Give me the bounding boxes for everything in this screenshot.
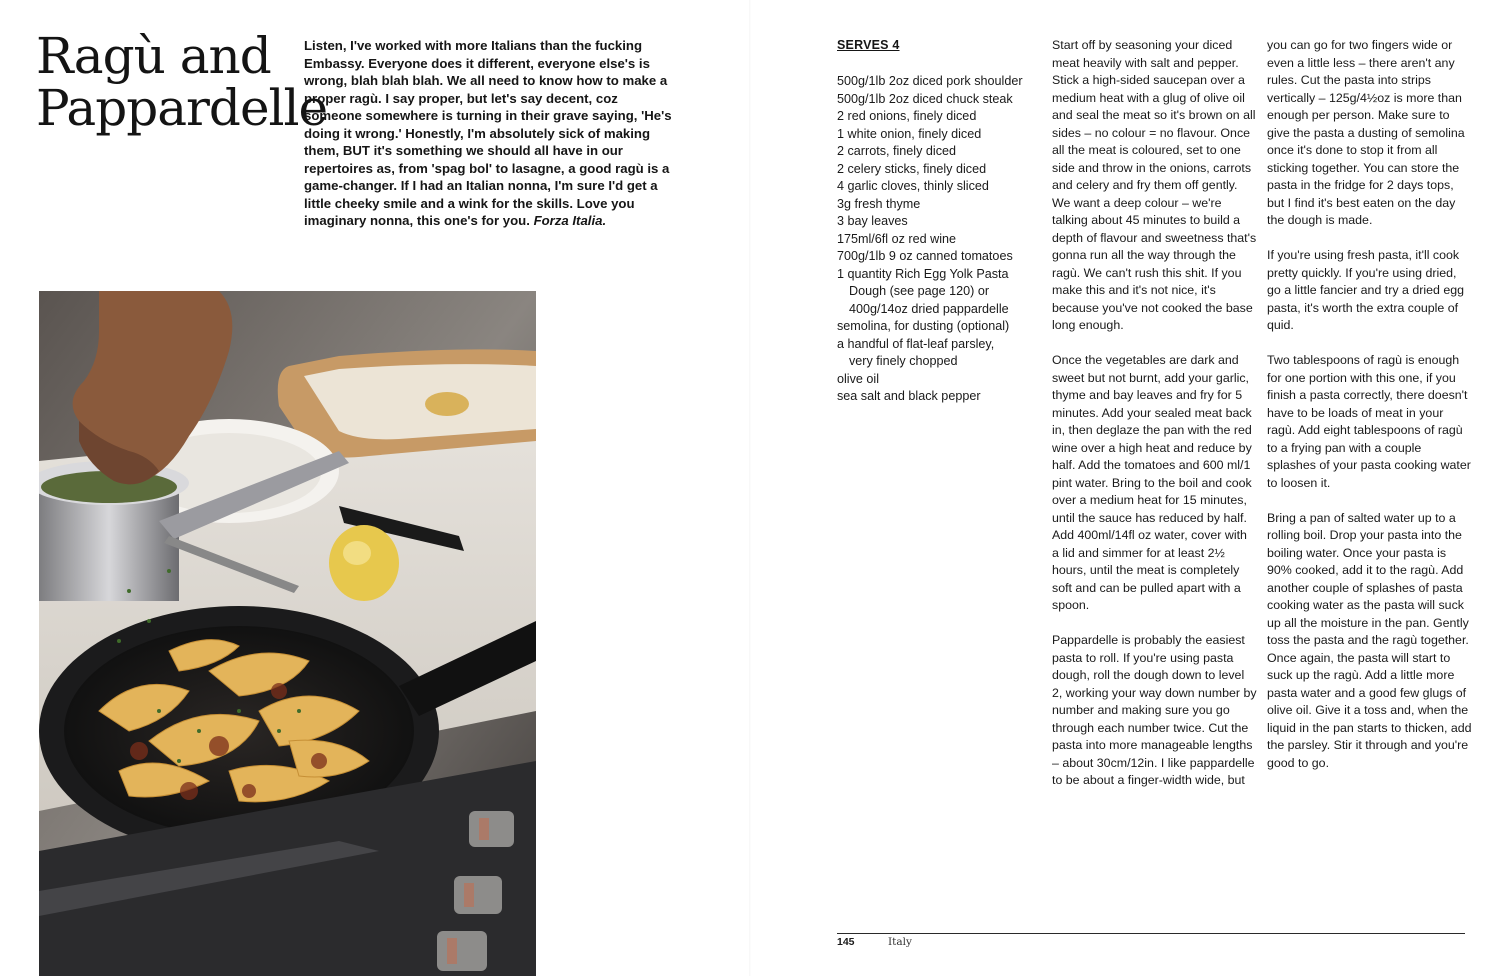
ingredient-item: 2 celery sticks, finely diced — [837, 161, 987, 176]
recipe-intro — [304, 37, 674, 230]
method-paragraph: If you're using fresh pasta, it'll cook pretty quickly. If you're using dried, go a little fancier and try a dried egg pasta, it's worth the extra couple of quid. — [1267, 248, 1464, 332]
ingredient-item: 400g/14oz dried pappardelle — [849, 301, 1009, 316]
recipe-photo — [39, 291, 536, 976]
method-paragraph: Once the vegetables are dark and sweet but not burnt, add your garlic, thyme and bay leaves and fry for 5 minutes. Add your sealed meat back in, then deglaze the pan with the red wine over a high heat and reduce by half. Add the tomatoes and 600 ml/1 pint water. Bring to the boil and cook over a medium heat for 15 minutes, until the sauce has reduced by half. Add 400ml/14fl oz water, cover with a lid and simmer for at least 2½ hours, until the meat is completely soft and can be pulled apart with a spoon. — [1052, 353, 1252, 612]
ingredient-item: 2 carrots, finely diced — [837, 144, 956, 158]
section-name: Italy — [888, 936, 912, 948]
method-paragraph: you can go for two fingers wide or even a little less – there aren't any rules. Cut the pasta into strips vertically – 125g/4½oz is more than enough per person. Make sure to give the pasta a dusting of semolina once it's done to stop it from all sticking together. You can store the pasta in the fridge for 2 days tops, but I find it's best eaten on the day the dough is made. — [1267, 38, 1465, 227]
serves-label: SERVES 4 — [837, 38, 900, 52]
ingredients-list — [837, 73, 1037, 406]
recipe-title-line-2: Pappardelle — [36, 79, 328, 137]
page-number: 145 — [837, 936, 855, 948]
method-paragraph: Start off by seasoning your diced meat heavily with salt and pepper. Stick a high-sided saucepan over a medium heat with a glug of olive oil and seal the meat so it's brown on all sides – no colour = no flavour. Once all the meat is coloured, set to one side and throw in the onions, carrots and celery and fry them off gently. We want a deep colour – we're talking about 45 minutes to build a depth of flavour and sweetness that's gonna run all the way through the ragù. We can't rush this shit. If you make this and it's not nice, it's because you've not cooked the base long enough. — [1052, 38, 1257, 332]
ingredient-item: 500g/1lb 2oz diced pork shoulder — [837, 74, 1023, 88]
ingredient-item: 3 bay leaves — [837, 214, 908, 228]
ingredient-item: sea salt and black pepper — [837, 389, 981, 403]
ingredient-item: Dough (see page 120) or — [849, 284, 990, 298]
recipe-intro-text: Listen, I've worked with more Italians than the fucking Embassy. Everyone does it different, everyone else's is wrong, blah blah blah. We all need to know how to make a proper ragù. I say proper, but let's say decent, coz someone somewhere is turning in their grave saying, 'He's doing it wrong.' Honestly, I'm absolutely sick of making them, BUT it's something we should all have in our repertoires as, from 'spag bol' to lasagne, a good ragù is a game-changer. If I had an Italian nonna, I'm sure I'd get a little cheeky smile and a wink for the skills. Love you imaginary nonna, this one's for you. — [304, 38, 672, 228]
method-column-2 — [1267, 37, 1472, 790]
ingredient-item: 175ml/6fl oz red wine — [837, 231, 957, 246]
ingredient-item: 1 quantity Rich Egg Yolk Pasta — [837, 266, 1009, 281]
method-paragraph: Bring a pan of salted water up to a rolling boil. Drop your pasta into the boiling water. Once your pasta is 90% cooked, add it to the ragù. Add another couple of splashes of pasta cooking water as the pasta will suck up all the moisture in the pan. Gently toss the pasta and the ragù together. Once again, the pasta will start to suck up the ragù. Add a little more pasta water and a good few glugs of olive oil. Give it a toss and, when the liquid in the pan starts to thicken, add the parsley. Stir it through and you're good to go. — [1267, 510, 1472, 770]
recipe-title-line-1: Ragù and — [36, 27, 271, 85]
ingredient-item: a handful of flat-leaf parsley, — [837, 336, 995, 351]
method-column-1 — [1052, 37, 1257, 807]
ingredient-item: semolina, for dusting (optional) — [837, 319, 1010, 333]
recipe-title — [36, 27, 328, 137]
page-gutter — [749, 0, 751, 976]
recipe-intro-emphasis: Forza Italia. — [533, 213, 607, 228]
ingredient-item: 2 red onions, finely diced — [837, 109, 977, 123]
method-paragraph: Two tablespoons of ragù is enough for one portion with this one, if you finish a pasta correctly, there doesn't have to be loads of meat in your ragù. Add eight tablespoons of ragù to a frying pan with a couple splashes of your pasta cooking water to loosen it. — [1267, 353, 1471, 490]
ingredient-item: olive oil — [837, 371, 879, 386]
footer-rule — [837, 933, 1465, 934]
ingredient-item: 3g fresh thyme — [837, 196, 921, 211]
ingredient-item: 1 white onion, finely diced — [837, 126, 982, 141]
ingredient-item: 500g/1lb 2oz diced chuck steak — [837, 91, 1013, 106]
ingredient-item: 4 garlic cloves, thinly sliced — [837, 179, 989, 193]
ingredient-item: very finely chopped — [849, 354, 958, 368]
pasta-pan-photo-illustration — [39, 291, 536, 976]
method-paragraph: Pappardelle is probably the easiest pasta to roll. If you're using pasta dough, roll the dough down to level 2, working your way down number by number and making sure you go through each number twice. Cut the pasta into more manageable lengths – about 30cm/12in. I like pappardelle to be about a finger-width wide, but — [1052, 633, 1257, 787]
ingredient-item: 700g/1lb 9 oz canned tomatoes — [837, 249, 1013, 263]
